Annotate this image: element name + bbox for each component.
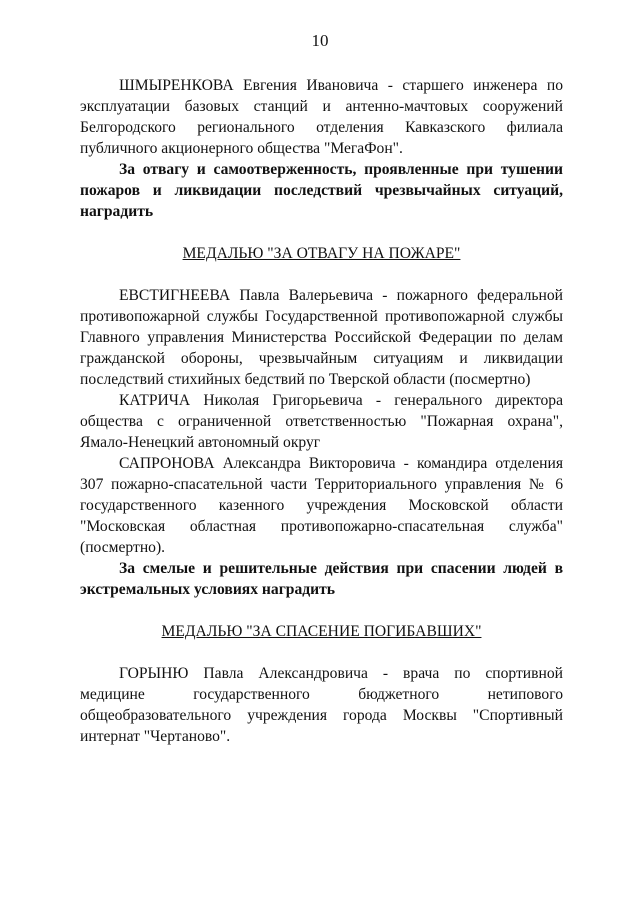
medal-title-rescue: МЕДАЛЬЮ "ЗА СПАСЕНИЕ ПОГИБАВШИХ" (161, 623, 482, 640)
award-recipient-evstigneev: ЕВСТИГНЕЕВА Павла Валерьевича - пожарного федеральной противопожарной службы Государственной противопожарной службы Главного управления Министерства Российской Федерации по делам гражданской обороны, чрезвычайным ситуациям и ликвидации последствий стихийных бедствий по Тверской области (посмертно) (80, 287, 563, 388)
award-recipient-katrich: КАТРИЧА Николая Григорьевича - генерального директора общества с ограниченной ответственностью "Пожарная охрана", Ямало-Ненецкий автономный округ (80, 392, 563, 451)
medal-title-fire-courage: МЕДАЛЬЮ "ЗА ОТВАГУ НА ПОЖАРЕ" (182, 245, 461, 262)
award-recipient-gorynya: ГОРЫНЮ Павла Александровича - врача по спортивной медицине государственного бюджетного нетипового общеобразовательного учреждения города Москвы "Спортивный интернат "Чертаново". (80, 665, 563, 745)
page-number: 10 (311, 31, 329, 50)
award-recipient-sapronov: САПРОНОВА Александра Викторовича - командира отделения 307 пожарно-спасательной части Территориального управления № 6 государственного казенного учреждения Московской области "Московская областная противопожарно-спасательная служба" (посмертно). (80, 455, 563, 556)
award-recipient-shmyrenkova: ШМЫРЕНКОВА Евгения Ивановича - старшего инженера по эксплуатации базовых станций и антенно-мачтовых сооружений Белгородского регионального отделения Кавказского филиала публичного акционерного общества "МегаФон". (80, 77, 563, 157)
award-intro-courage-fire: За отвагу и самоотверженность, проявленные при тушении пожаров и ликвидации последствий чрезвычайных ситуаций, наградить (80, 161, 563, 220)
document-body (80, 75, 563, 747)
award-intro-rescue: За смелые и решительные действия при спасении людей в экстремальных условиях наградить (80, 560, 563, 598)
